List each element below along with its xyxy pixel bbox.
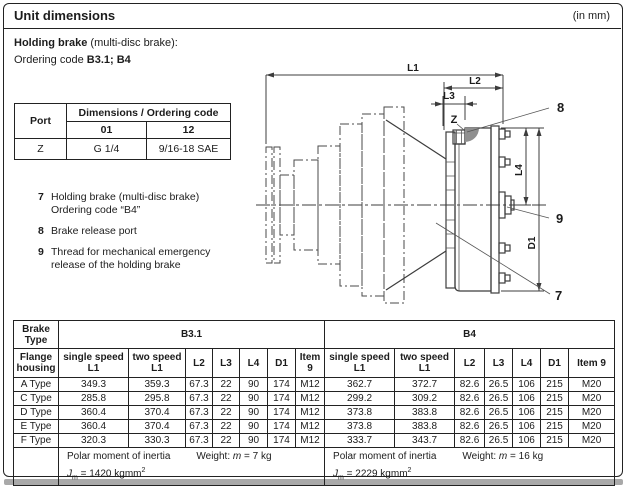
value-cell: 360.4: [59, 406, 129, 420]
value-cell: M20: [569, 434, 615, 448]
value-cell: M20: [569, 420, 615, 434]
header-b4-l2: L2: [455, 349, 485, 378]
value-cell: 22: [213, 406, 240, 420]
value-cell: 359.3: [129, 378, 186, 392]
dimension-table-row: [14, 406, 615, 420]
b4-inertia: [333, 450, 436, 485]
value-cell: 26.5: [485, 420, 513, 434]
value-cell: 26.5: [485, 434, 513, 448]
b31-inertia: [67, 450, 170, 485]
dim-l4-label: L4: [514, 164, 525, 176]
value-cell: M12: [296, 420, 325, 434]
unit-note: (in mm): [572, 9, 610, 22]
dim-d1: [501, 128, 544, 291]
housing-bolts: [499, 129, 514, 283]
value-cell: M12: [296, 406, 325, 420]
value-cell: 215: [541, 420, 569, 434]
value-cell: 106: [513, 406, 541, 420]
value-cell: 67.3: [186, 420, 213, 434]
value-cell: 67.3: [186, 392, 213, 406]
dim-z-label: Z: [450, 114, 458, 126]
port-col-01: 01: [67, 122, 147, 139]
flange-housing-cell: E Type: [14, 420, 59, 434]
dimension-table: [13, 320, 615, 486]
value-cell: 22: [213, 392, 240, 406]
value-cell: 82.6: [455, 392, 485, 406]
value-cell: 295.8: [129, 392, 186, 406]
b31-weight: Weight: m = 7 kg: [196, 451, 272, 462]
header-group-b4: B4: [325, 321, 615, 349]
b31-inertia-label: Polar moment of inertia: [67, 451, 171, 462]
value-cell: 82.6: [455, 420, 485, 434]
value-cell: 215: [541, 434, 569, 448]
value-cell: 343.7: [395, 434, 455, 448]
dimension-table-row: [14, 434, 615, 448]
header-b4-l3: L3: [485, 349, 513, 378]
flange-housing-cell: F Type: [14, 434, 59, 448]
port-col-12: 12: [147, 122, 231, 139]
dim-l3-label: L3: [443, 91, 455, 102]
port-name-cell: Z: [15, 139, 67, 160]
port-row: [15, 139, 231, 160]
value-cell: 383.8: [395, 406, 455, 420]
dimension-table-row: [14, 378, 615, 392]
dim-l2-label: L2: [469, 76, 481, 87]
value-cell: 174: [268, 378, 296, 392]
header-b31-l3: L3: [213, 349, 240, 378]
note-8-text: Brake release port: [51, 225, 137, 237]
value-cell: M20: [569, 378, 615, 392]
dimension-table-row: [14, 392, 615, 406]
footer-b4-cell: [325, 448, 615, 486]
ordering-codes: B3.1; B4: [86, 54, 131, 66]
note-9-text: Thread for mechanical emergency release of the holding brake: [51, 246, 211, 271]
note-7-number: 7: [38, 191, 44, 203]
value-cell: 320.3: [59, 434, 129, 448]
value-cell: 349.3: [59, 378, 129, 392]
value-cell: 22: [213, 420, 240, 434]
value-cell: M12: [296, 434, 325, 448]
header-brake-type: Brake Type: [14, 321, 59, 349]
value-cell: 106: [513, 420, 541, 434]
value-cell: 90: [240, 378, 268, 392]
port-col-header: Port: [15, 104, 67, 139]
flange-housing-cell: A Type: [14, 378, 59, 392]
header-flange-housing: Flange housing: [14, 349, 59, 378]
value-cell: 174: [268, 392, 296, 406]
value-cell: 67.3: [186, 434, 213, 448]
value-cell: 82.6: [455, 434, 485, 448]
footer-empty-cell: [14, 448, 59, 486]
callout-8-label: 8: [557, 100, 565, 115]
value-cell: 174: [268, 420, 296, 434]
title-bar: [3, 3, 621, 29]
value-cell: 67.3: [186, 406, 213, 420]
footer-row: [14, 448, 615, 486]
page-title: Unit dimensions: [14, 8, 116, 23]
ordering-code-line: [14, 54, 131, 66]
flange-housing-cell: D Type: [14, 406, 59, 420]
callout-7-label: 7: [555, 288, 563, 303]
port-table: [14, 103, 231, 160]
value-cell: 370.4: [129, 420, 186, 434]
value-cell: M20: [569, 406, 615, 420]
value-cell: 174: [268, 434, 296, 448]
value-cell: 90: [240, 406, 268, 420]
value-cell: 67.3: [186, 378, 213, 392]
value-cell: 285.8: [59, 392, 129, 406]
port-z-label: [451, 114, 464, 130]
header-b31-d1: D1: [268, 349, 296, 378]
dim-d1-label: D1: [527, 236, 538, 250]
value-cell: M12: [296, 392, 325, 406]
value-cell: 215: [541, 378, 569, 392]
header-b4-l4: L4: [513, 349, 541, 378]
flange-housing-cell: C Type: [14, 392, 59, 406]
note-9: [38, 246, 238, 272]
header-b4-single-speed: single speed L1: [325, 349, 395, 378]
callout-8: [467, 100, 564, 132]
dim-l1-label: L1: [407, 63, 419, 74]
value-cell: 215: [541, 406, 569, 420]
value-cell: 370.4: [129, 406, 186, 420]
value-cell: 299.2: [325, 392, 395, 406]
port-code12-cell: 9/16-18 SAE: [147, 139, 231, 160]
header-b4-d1: D1: [541, 349, 569, 378]
value-cell: 26.5: [485, 406, 513, 420]
port-group-header: Dimensions / Ordering code: [67, 104, 231, 122]
dimension-table-row: [14, 420, 615, 434]
value-cell: M12: [296, 378, 325, 392]
value-cell: 330.3: [129, 434, 186, 448]
value-cell: 82.6: [455, 378, 485, 392]
b31-inertia-value: $J_m = 1420$ kgmm$^2$: [67, 467, 146, 482]
ordering-prefix: Ordering code: [14, 54, 87, 66]
note-9-number: 9: [38, 246, 44, 258]
value-cell: 106: [513, 392, 541, 406]
dimension-table-body: [14, 378, 615, 448]
header-b31-l4: L4: [240, 349, 268, 378]
value-cell: 90: [240, 434, 268, 448]
value-cell: 22: [213, 434, 240, 448]
header-b31-single-speed: single speed L1: [59, 349, 129, 378]
callout-9-label: 9: [556, 211, 564, 226]
header-group-b31: B3.1: [59, 321, 325, 349]
value-cell: 373.8: [325, 420, 395, 434]
legend-notes: [38, 191, 238, 280]
value-cell: 106: [513, 378, 541, 392]
b4-inertia-label: Polar moment of inertia: [333, 451, 437, 462]
b4-inertia-value: $J_m = 2229$ kgmm$^2$: [333, 467, 412, 482]
value-cell: 360.4: [59, 420, 129, 434]
header-b31-item9: Item 9: [296, 349, 325, 378]
value-cell: 215: [541, 392, 569, 406]
brake-housing-outline: [386, 120, 514, 293]
value-cell: 362.7: [325, 378, 395, 392]
subtitle-rest: (multi-disc brake):: [87, 37, 178, 49]
value-cell: 333.7: [325, 434, 395, 448]
value-cell: 90: [240, 392, 268, 406]
header-b4-two-speed: two speed L1: [395, 349, 455, 378]
technical-drawing: [253, 60, 618, 317]
value-cell: 372.7: [395, 378, 455, 392]
value-cell: 82.6: [455, 406, 485, 420]
value-cell: M20: [569, 392, 615, 406]
value-cell: 22: [213, 378, 240, 392]
header-b31-l2: L2: [186, 349, 213, 378]
value-cell: 90: [240, 420, 268, 434]
value-cell: 26.5: [485, 378, 513, 392]
value-cell: 373.8: [325, 406, 395, 420]
port-hatch: [465, 128, 479, 142]
callout-9: [507, 207, 563, 226]
subtitle: [14, 37, 178, 49]
value-cell: 106: [513, 434, 541, 448]
value-cell: 383.8: [395, 420, 455, 434]
header-b31-two-speed: two speed L1: [129, 349, 186, 378]
note-8: [38, 225, 238, 238]
note-8-number: 8: [38, 225, 44, 237]
subtitle-bold: Holding brake: [14, 37, 88, 49]
value-cell: 26.5: [485, 392, 513, 406]
value-cell: 309.2: [395, 392, 455, 406]
header-b4-item9: Item 9: [569, 349, 615, 378]
footer-b31-cell: [59, 448, 325, 486]
b4-weight: Weight: m = 16 kg: [462, 451, 544, 462]
port-code01-cell: G 1/4: [67, 139, 147, 160]
note-7-text: Holding brake (multi-disc brake) Ordering code “B4”: [51, 191, 200, 216]
value-cell: 174: [268, 406, 296, 420]
note-7: [38, 191, 238, 217]
